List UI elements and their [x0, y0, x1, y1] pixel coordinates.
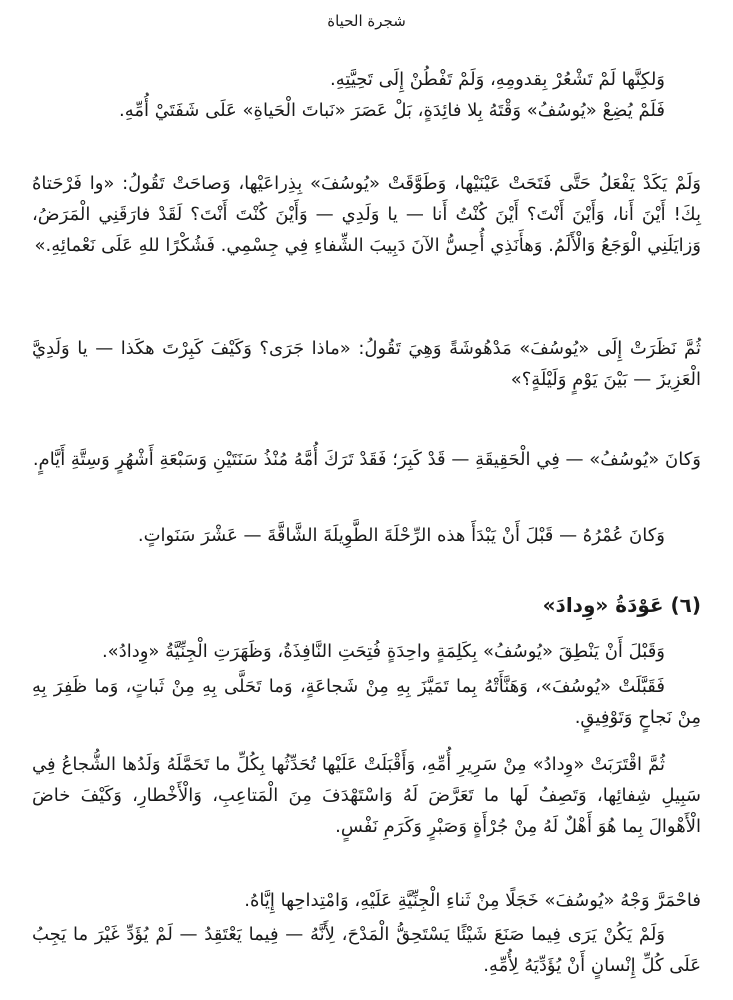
paragraph: فاحْمَرَّ وَجْهُ «يُوسُفَ» خَجَلًا مِنْ ثَناءِ الْجِنِّيَّةِ عَلَيْهِ، وَامْتِداحِها إِيَّاهُ.: [244, 890, 701, 911]
running-head: شجرة الحياة: [327, 12, 406, 30]
paragraph: وَلَمْ يَكَدْ يَفْعَلُ حَتَّى فَتَحَتْ عَيْنَيْها، وَطَوَّقَتْ «يُوسُفَ» بِذِراعَيْها، وَصاحَتْ تَقُولُ: «وا فَرْحَتاهُ بِكَ! أَيْنَ أَنا، وَأَيْنَ أَنْتَ؟ أَيْنَ كُنْتُ أَنا — يا وَلَدِي — وَأَيْنَ كُنْتَ أَنْتَ؟ لَقَدْ فارَقَنِي الْمَرَضُ، وَزايَلَنِي الْوَجَعُ وَالْأَلَمُ. وَهأَنَذِي أُحِسُّ الآنَ دَبِيبَ الشِّفاءِ فِي جِسْمِي. فَشُكْرًا للهِ عَلَى نَعْمائِهِ.»: [32, 173, 701, 256]
paragraph: وَكانَ عُمْرُهُ — قَبْلَ أَنْ يَبْدَأَ هذه الرِّحْلَةَ الطَّوِيلَةَ الشَّاقَّةَ — عَشْرَ سَنَواتٍ.: [137, 525, 665, 546]
paragraph: ثُمَّ نَظَرَتْ إِلَى «يُوسُفَ» مَدْهُوشَةً وَهِيَ تَقُولُ: «ماذا جَرَى؟ وَكَيْفَ كَبِرْتَ هكَذا — يا وَلَدِيَّ الْعَزِيزَ — بَيْنَ يَوْمٍ وَلَيْلَةٍ؟»: [32, 338, 701, 390]
paragraph: وَلَمْ يَكُنْ يَرَى فِيما صَنَعَ شَيْئًا يَسْتَحِقُّ الْمَدْحَ، لِأَنَّهُ — فِيما يَعْتَقِدُ — لَمْ يُؤَدِّ غَيْرَ ما يَجِبُ عَلَى كُلِّ إِنْسانٍ أَنْ يُؤَدِّيَهُ لِأُمِّهِ.: [32, 924, 701, 976]
paragraph: وَلكِنَّها لَمْ تَشْعُرْ بِقدومِهِ، وَلَمْ تَفْطُنْ إِلَى تَحِيَّتِهِ.: [330, 69, 665, 90]
paragraph: وَقَبْلَ أَنْ يَنْطِقَ «يُوسُفُ» بِكَلِمَةٍ واحِدَةٍ فُتِحَتِ النَّافِذَةُ، وَظَهَرَتِ الْجِنِّيَّةُ «وِدادُ».: [101, 641, 665, 662]
paragraph: ثُمَّ اقْتَرَبَتْ «وِدادُ» مِنْ سَرِيرِ أُمِّهِ، وَأَقْبَلَتْ عَلَيْها تُحَدِّثُها بِكُلِّ ما تَحَمَّلَهُ وَلَدُها الشُّجاعُ فِي سَبِيلِ شِفائِها، وَتَصِفُ لَها ما تَعَرَّضَ لَهُ وَاسْتَهْدَفَ مِنَ الْمَتاعِبِ، وَالْأَخْطارِ، وَكَيْفَ خاضَ الْأَهْوالَ بِما هُوَ أَهْلٌ لَهُ مِنْ جُرْأَةٍ وَصَبْرٍ وَكَرَمِ نَفْسٍ.: [32, 754, 701, 837]
paragraph: وَكانَ «يُوسُفُ» — فِي الْحَقِيقَةِ — قَدْ كَبِرَ؛ فَقَدْ تَرَكَ أُمَّهُ مُنْذُ سَنَتَيْنِ وَسَبْعَةِ أَشْهُرٍ وَسِتَّةِ أَيَّامٍ.: [32, 449, 701, 470]
paragraph: فَقَبَّلَتْ «يُوسُفَ»، وَهَنَّأَتْهُ بِما تَمَيَّزَ بِهِ مِنْ شَجاعَةٍ، وَما تَحَلَّى بِهِ مِنْ ثَباتٍ، وَما ظَفِرَ بِهِ مِنْ نَجاحٍ وَتَوْفِيقٍ.: [32, 676, 701, 728]
section-heading: (٦) عَوْدَةُ «وِدادَ»: [542, 593, 701, 617]
paragraph: فَلَمْ يُضِعْ «يُوسُفُ» وَقْتَهُ بِلا فائِدَةٍ، بَلْ عَصَرَ «نَباتَ الْحَياةِ» عَلَى شَفَتَيْ أُمِّهِ.: [119, 100, 665, 121]
